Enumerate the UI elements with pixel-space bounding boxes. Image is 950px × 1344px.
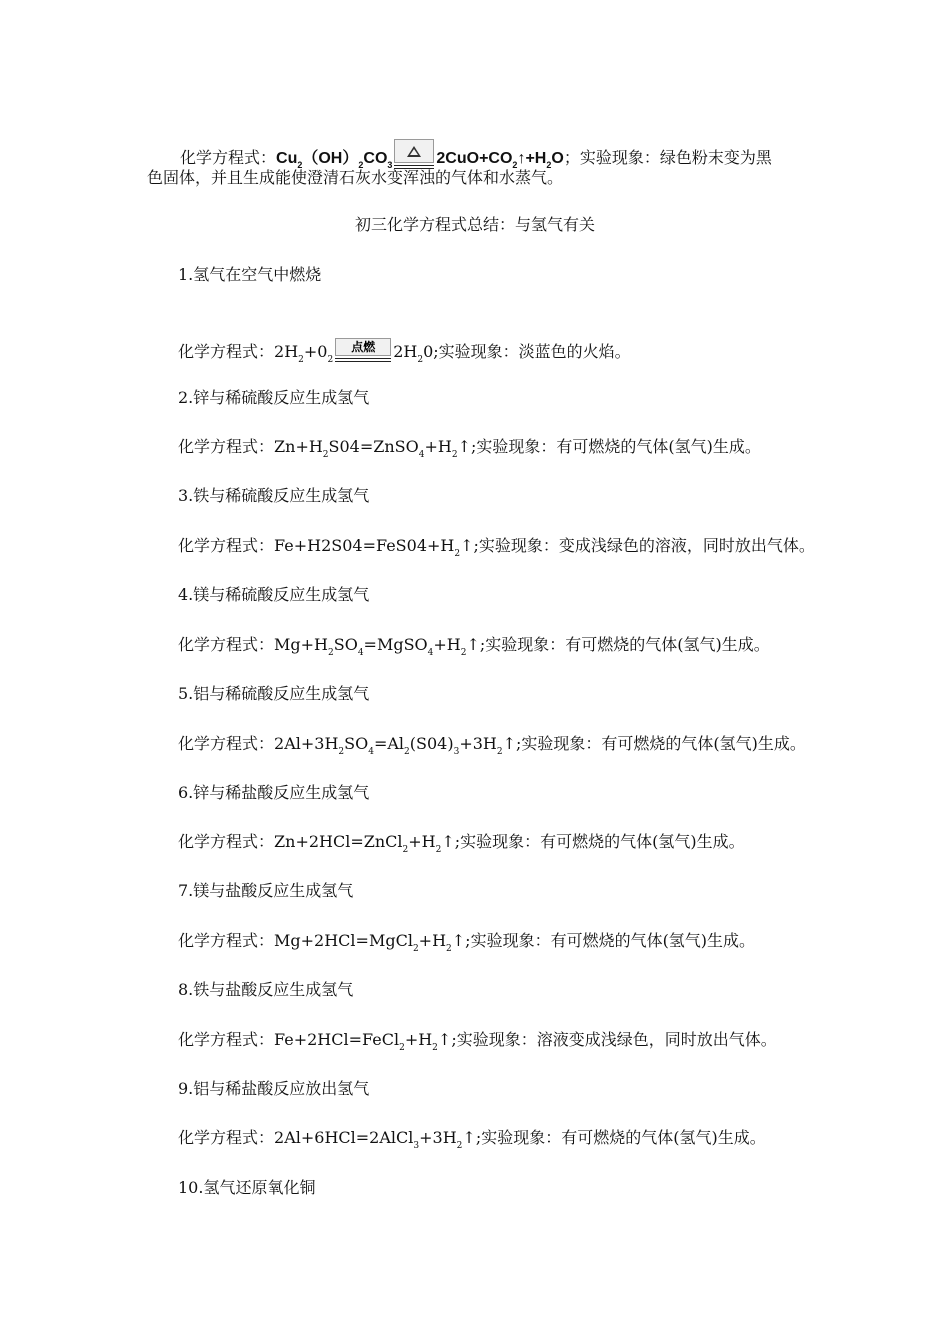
ignite-label: 点燃 [335, 338, 391, 356]
ignite-condition [335, 338, 391, 362]
item-heading-6: 6.锌与稀盐酸反应生成氢气 [178, 783, 370, 802]
equation-line-8: 化学方程式：$Fe+2HCl=FeCl_2+H_2↑$;实验现象：溶液变成浅绿色，同时放出气体。 [178, 1030, 777, 1053]
equation-line-4: 化学方程式：$Mg+H_2SO_4=MgSO_4+H_2↑$;实验现象：有可燃烧的气体(氢气)生成。 [178, 635, 770, 658]
item-heading-5: 5.铝与稀硫酸反应生成氢气 [178, 684, 370, 703]
item-heading-7: 7.镁与盐酸反应生成氢气 [178, 881, 354, 900]
equation-line-5: 化学方程式：$2Al+3H_2SO_4=Al_2(S04)_3+3H_2↑$;实验现象：有可燃烧的气体(氢气)生成。 [178, 734, 806, 757]
heat-triangle-icon [394, 139, 434, 163]
equation-line-7: 化学方程式：$Mg+2HCl=MgCl_2+H_2↑$;实验现象：有可燃烧的气体(氢气)生成。 [178, 931, 756, 954]
equation-label: 化学方程式： [180, 148, 277, 167]
section-title: 初三化学方程式总结：与氢气有关 [354, 215, 595, 234]
formula-part: CO [363, 150, 388, 167]
equation-line-1: 化学方程式：$2H_2+0_2$ 点燃 $2H_20$;实验现象：淡蓝色的火焰。 [178, 340, 631, 365]
item-heading-2: 2.锌与稀硫酸反应生成氢气 [178, 388, 370, 407]
item-heading-1: 1.氢气在空气中燃烧 [178, 265, 322, 284]
equation-line-2: 化学方程式：$Zn+H_2S04=ZnSO_4+H_2↑$;实验现象：有可燃烧的气体(氢气)生成。 [178, 437, 761, 460]
intro-phenomenon-continued: 色固体，并且生成能使澄清石灰水变浑浊的气体和水蒸气。 [147, 168, 564, 187]
equation-line-6: 化学方程式：$Zn+2HCl=ZnCl_2+H_2↑$;实验现象：有可燃烧的气体(氢气)生成。 [178, 832, 745, 855]
item-heading-3: 3.铁与稀硫酸反应生成氢气 [178, 486, 370, 505]
equation-line-9: 化学方程式：$2Al+6HCl=2AlCl_3+3H_2↑$;实验现象：有可燃烧的气体(氢气)生成。 [178, 1128, 766, 1151]
formula-part: （OH） [302, 150, 359, 167]
item-heading-10: 10.氢气还原氧化铜 [178, 1178, 316, 1197]
phenomenon-text: ；实验现象：绿色粉末变为黑 [563, 148, 772, 167]
heat-condition [394, 139, 434, 169]
item-heading-9: 9.铝与稀盐酸反应放出氢气 [178, 1079, 370, 1098]
item-heading-8: 8.铁与盐酸反应生成氢气 [178, 980, 354, 999]
item-heading-4: 4.镁与稀硫酸反应生成氢气 [178, 585, 370, 604]
intro-equation-line: 化学方程式：$Cu_2(OH)_2CO_3$ $2CuO+CO_2↑+H_2O$；实验现象：绿色粉末变为黑 [180, 139, 772, 169]
equation-line-3: 化学方程式：$Fe+H2S04=FeS04+H_2↑$;实验现象：变成浅绿色的溶液，同时放出气体。 [178, 536, 815, 559]
formula-part: Cu [276, 150, 298, 167]
